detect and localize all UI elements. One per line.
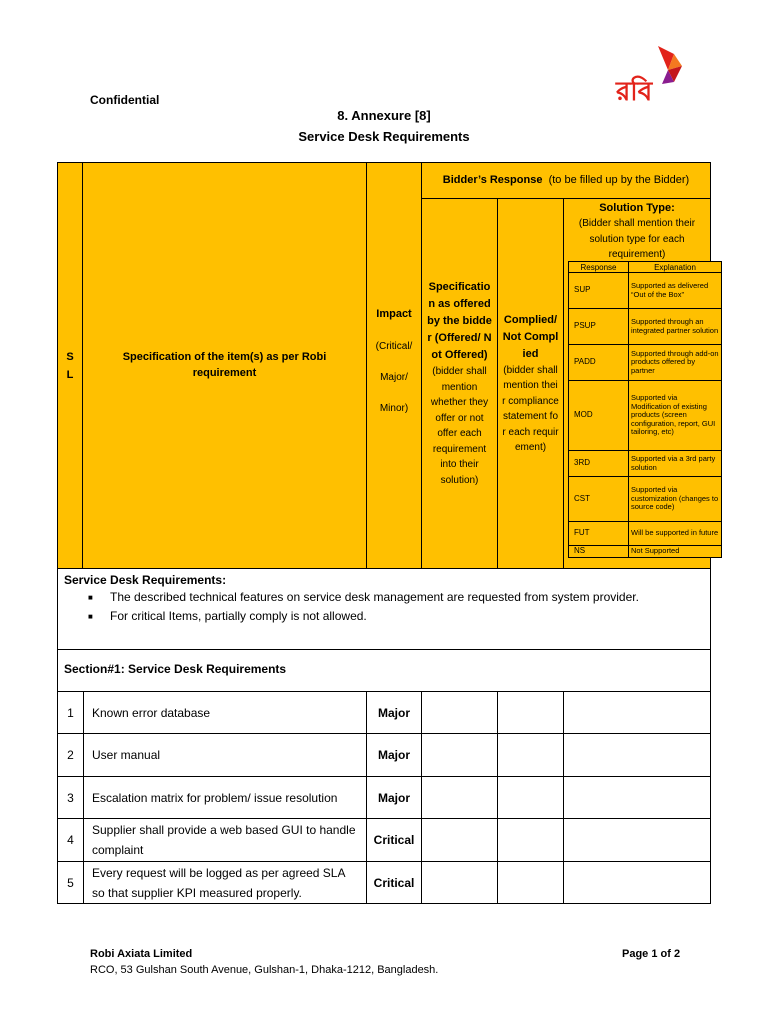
annexure-title: 8. Annexure [8] bbox=[337, 108, 431, 123]
robi-logo bbox=[612, 44, 684, 104]
row-specification: Known error database bbox=[83, 691, 367, 734]
response-col-head: Response bbox=[569, 262, 629, 273]
page-number: Page 1 of 2 bbox=[622, 948, 681, 960]
row-specification: Every request will be logged as per agreed SLA so that supplier KPI measured properly. bbox=[83, 861, 367, 904]
response-code: MOD bbox=[569, 381, 629, 451]
response-explanation: Supported via Modification of existing products (screen configuration, report, GUI tailoring, etc) bbox=[629, 381, 722, 451]
section-title: Section#1: Service Desk Requirements bbox=[57, 649, 711, 692]
response-code: CST bbox=[569, 477, 629, 522]
spec-header: Specification of the item(s) as per Robi requirement bbox=[82, 162, 367, 569]
document-title: Service Desk Requirements bbox=[298, 129, 470, 144]
row-impact: Critical bbox=[366, 818, 422, 862]
response-row bbox=[569, 451, 722, 477]
row-response-cell bbox=[421, 861, 498, 904]
bidder-response-header: Bidder’s Response (to be filled up by the Bidder) bbox=[421, 162, 711, 199]
explanation-col-head: Explanation bbox=[629, 262, 722, 273]
confidential-label: Confidential bbox=[90, 93, 160, 107]
response-code: 3RD bbox=[569, 451, 629, 477]
sl-header: S L bbox=[57, 162, 83, 569]
row-response-cell bbox=[421, 733, 498, 777]
row-sl: 1 bbox=[57, 691, 84, 734]
row-specification: Escalation matrix for problem/ issue resolution bbox=[83, 776, 367, 819]
response-code: FUT bbox=[569, 522, 629, 546]
response-code: SUP bbox=[569, 273, 629, 309]
response-code: PADD bbox=[569, 345, 629, 381]
response-explanation: Supported via a 3rd party solution bbox=[629, 451, 722, 477]
row-response-cell bbox=[563, 776, 711, 819]
bullet-item: ■ For critical Items, partially comply is not allowed. bbox=[88, 609, 367, 623]
row-response-cell bbox=[421, 691, 498, 734]
row-response-cell bbox=[563, 691, 711, 734]
solution-type-header: Solution Type: (Bidder shall mention their solution type for each requirement) bbox=[563, 198, 711, 569]
requirements-intro bbox=[57, 568, 711, 650]
response-code: NS bbox=[569, 546, 629, 558]
response-row bbox=[569, 345, 722, 381]
row-response-cell bbox=[497, 861, 564, 904]
requirements-intro-title: Service Desk Requirements: bbox=[64, 573, 227, 587]
row-response-cell bbox=[497, 691, 564, 734]
row-impact: Major bbox=[366, 691, 422, 734]
spec-offered-header: Specification as offered by the bidder (Offered/ Not Offered) (bidder shall mention whether they offer or not offer each requirement into their solution) bbox=[421, 198, 498, 569]
response-code: PSUP bbox=[569, 309, 629, 345]
bullet-item: ■ The described technical features on service desk management are requested from system provider. bbox=[88, 590, 639, 604]
response-row bbox=[569, 522, 722, 546]
row-response-cell bbox=[421, 776, 498, 819]
row-response-cell bbox=[497, 776, 564, 819]
logo-text: রবি bbox=[616, 77, 653, 104]
row-impact: Major bbox=[366, 733, 422, 777]
response-row bbox=[569, 381, 722, 451]
response-explanation: Not Supported bbox=[629, 546, 722, 558]
row-sl: 4 bbox=[57, 818, 84, 862]
row-sl: 5 bbox=[57, 861, 84, 904]
row-response-cell bbox=[497, 818, 564, 862]
footer-company: Robi Axiata Limited bbox=[90, 948, 193, 960]
response-explanation: Supported through add-on products offered by partner bbox=[629, 345, 722, 381]
footer-address: RCO, 53 Gulshan South Avenue, Gulshan-1, Dhaka-1212, Bangladesh. bbox=[90, 964, 439, 976]
complied-header: Complied/ Not Complied (bidder shall mention their compliance statement for each requirement) bbox=[497, 198, 564, 569]
row-sl: 3 bbox=[57, 776, 84, 819]
response-table-head bbox=[569, 262, 722, 273]
response-row bbox=[569, 309, 722, 345]
response-row bbox=[569, 477, 722, 522]
response-explanation: Supported as delivered “Out of the Box” bbox=[629, 273, 722, 309]
response-row bbox=[569, 546, 722, 558]
response-row bbox=[569, 273, 722, 309]
impact-header: Impact (Critical/ Major/ Minor) bbox=[366, 162, 422, 569]
response-code-table bbox=[568, 261, 722, 558]
row-impact: Major bbox=[366, 776, 422, 819]
row-impact: Critical bbox=[366, 861, 422, 904]
row-response-cell bbox=[563, 861, 711, 904]
row-response-cell bbox=[421, 818, 498, 862]
response-explanation: Will be supported in future bbox=[629, 522, 722, 546]
row-specification: User manual bbox=[83, 733, 367, 777]
response-explanation: Supported via customization (changes to source code) bbox=[629, 477, 722, 522]
row-response-cell bbox=[563, 733, 711, 777]
row-specification: Supplier shall provide a web based GUI to handle complaint bbox=[83, 818, 367, 862]
row-response-cell bbox=[563, 818, 711, 862]
response-explanation: Supported through an integrated partner solution bbox=[629, 309, 722, 345]
row-sl: 2 bbox=[57, 733, 84, 777]
row-response-cell bbox=[497, 733, 564, 777]
